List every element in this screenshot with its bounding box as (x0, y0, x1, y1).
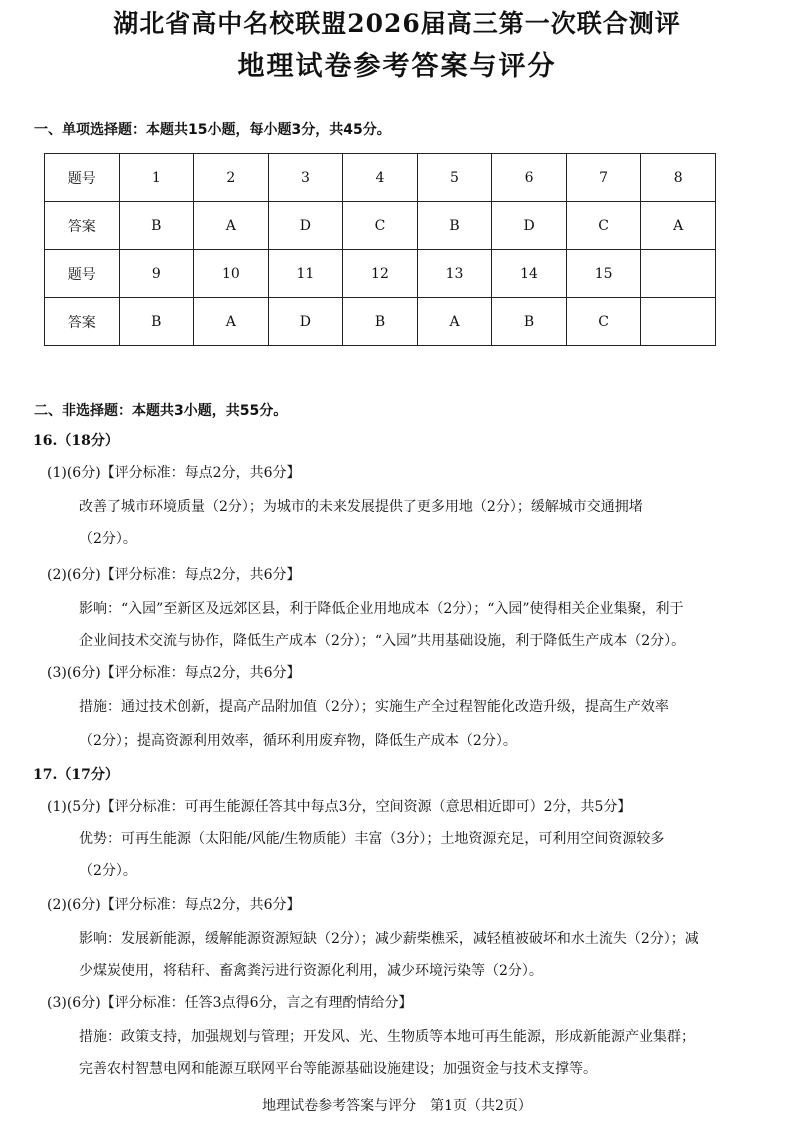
q17-part1-answer-line1: 优势：可再生能源（太阳能/风能/生物质能）丰富（3分）；土地资源充足，可利用空间资源较多 (79, 831, 665, 847)
table-cell: D (492, 202, 567, 250)
table-cell: 13 (417, 250, 492, 298)
table-cell: 题号 (45, 250, 120, 298)
table-cell: B (119, 298, 194, 346)
table-cell: B (492, 298, 567, 346)
question-17-label: 17.（17分） (33, 767, 119, 783)
table-cell: 8 (641, 154, 716, 202)
section2-heading: 二、非选择题：本题共3小题，共55分。 (34, 403, 288, 419)
q17-part1-criteria: (1)(5分)【评分标准：可再生能源任答其中每点3分，空间资源（意思相近即可）2分，共5分】 (47, 799, 632, 815)
q16-part1-answer-line1: 改善了城市环境质量（2分）；为城市的未来发展提供了更多用地（2分）；缓解城市交通拥堵 (79, 499, 643, 515)
q16-part2-criteria: (2)(6分)【评分标准：每点2分，共6分】 (47, 567, 301, 583)
q17-part1-answer-line2: （2分）。 (79, 863, 137, 879)
table-cell: 3 (268, 154, 343, 202)
q17-part2-criteria: (2)(6分)【评分标准：每点2分，共6分】 (47, 897, 301, 913)
table-cell: B (417, 202, 492, 250)
table-cell: 7 (566, 154, 641, 202)
table-row (45, 250, 716, 298)
table-row (45, 298, 716, 346)
answer-table (44, 153, 716, 346)
q16-part3-criteria: (3)(6分)【评分标准：每点2分，共6分】 (47, 665, 301, 681)
q16-part1-answer-line2: （2分）。 (79, 531, 137, 547)
table-cell: 9 (119, 250, 194, 298)
table-cell: D (268, 298, 343, 346)
table-cell: 15 (566, 250, 641, 298)
table-cell: A (417, 298, 492, 346)
table-cell: B (119, 202, 194, 250)
table-cell: C (566, 202, 641, 250)
q17-part2-answer-line2: 少煤炭使用，将秸秆、畜禽粪污进行资源化利用，减少环境污染等（2分）。 (79, 963, 543, 979)
table-cell: 5 (417, 154, 492, 202)
page-footer: 地理试卷参考答案与评分 第1页（共2页） (262, 1098, 532, 1114)
q16-part2-answer-line2: 企业间技术交流与协作，降低生产成本（2分）；“入园”共用基础设施，利于降低生产成本（2分）。 (79, 633, 686, 649)
q16-part1-criteria: (1)(6分)【评分标准：每点2分，共6分】 (47, 465, 301, 481)
table-cell: C (343, 202, 418, 250)
table-row (45, 154, 716, 202)
table-cell: 答案 (45, 202, 120, 250)
table-cell (641, 250, 716, 298)
exam-title: 湖北省高中名校联盟2026届高三第一次联合测评 (113, 9, 681, 38)
table-cell: B (343, 298, 418, 346)
table-cell: 10 (194, 250, 269, 298)
q17-part3-criteria: (3)(6分)【评分标准：任答3点得6分，言之有理酌情给分】 (47, 995, 413, 1011)
question-16-label: 16.（18分） (33, 433, 119, 449)
table-cell: C (566, 298, 641, 346)
table-cell: 12 (343, 250, 418, 298)
q17-part2-answer-line1: 影响：发展新能源，缓解能源资源短缺（2分）；减少薪柴樵采，减轻植被破坏和水土流失（2分）；减 (79, 931, 699, 947)
table-cell: 6 (492, 154, 567, 202)
table-cell: 4 (343, 154, 418, 202)
table-cell: 14 (492, 250, 567, 298)
table-cell: D (268, 202, 343, 250)
table-cell: 2 (194, 154, 269, 202)
q16-part3-answer-line2: （2分）；提高资源利用效率，循环利用废弃物，降低生产成本（2分）。 (79, 733, 517, 749)
q17-part3-answer-line2: 完善农村智慧电网和能源互联网平台等能源基础设施建设；加强资金与技术支撑等。 (79, 1061, 597, 1077)
answer-key-title: 地理试卷参考答案与评分 (237, 51, 557, 82)
table-cell: A (194, 298, 269, 346)
table-cell: 1 (119, 154, 194, 202)
table-cell: A (641, 202, 716, 250)
table-cell: A (194, 202, 269, 250)
table-cell (641, 298, 716, 346)
table-cell: 答案 (45, 298, 120, 346)
table-cell: 11 (268, 250, 343, 298)
table-cell: 题号 (45, 154, 120, 202)
q16-part3-answer-line1: 措施：通过技术创新，提高产品附加值（2分）；实施生产全过程智能化改造升级，提高生产效率 (79, 699, 669, 715)
q16-part2-answer-line1: 影响：“入园”至新区及远郊区县，利于降低企业用地成本（2分）；“入园”使得相关企业集聚，利于 (79, 601, 684, 617)
section1-heading: 一、单项选择题：本题共15小题，每小题3分，共45分。 (34, 122, 391, 138)
q17-part3-answer-line1: 措施：政策支持，加强规划与管理；开发风、光、生物质等本地可再生能源，形成新能源产业集群； (79, 1029, 695, 1045)
table-row (45, 202, 716, 250)
